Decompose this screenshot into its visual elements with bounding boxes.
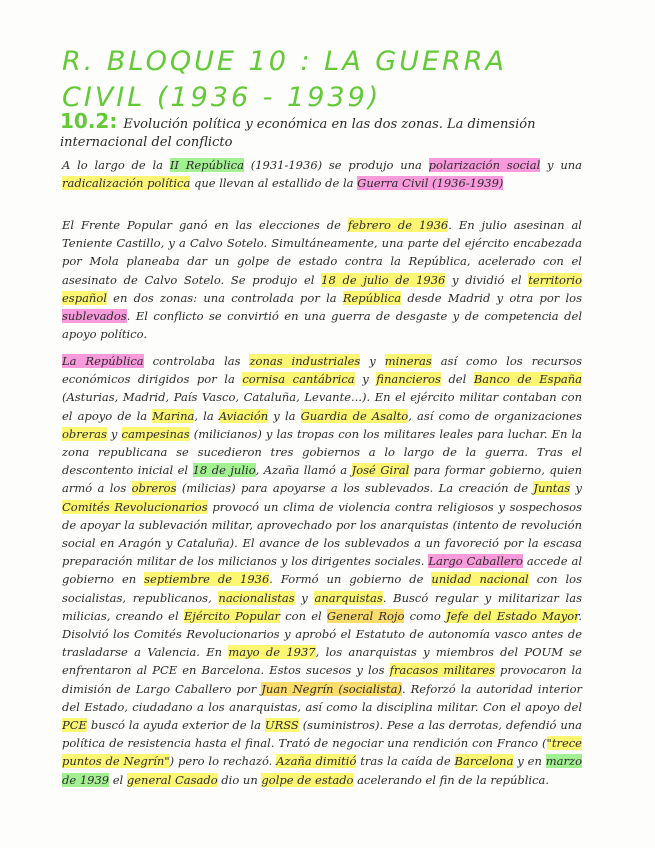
- text-run: y: [106, 426, 122, 441]
- text-run: A lo largo de la: [62, 158, 170, 172]
- text-run: desde Madrid y otra por los: [401, 290, 582, 305]
- text-run: , los anarquistas y miembros del POUM se enfrentaron al PCE en Barcelona. Estos sucesos y los: [62, 645, 582, 678]
- text-run: accede al gobierno en: [62, 554, 583, 587]
- highlighted-text: radicalización política: [62, 176, 191, 191]
- highlighted-text: anarquistas: [314, 590, 383, 605]
- text-run: con los socialistas, republicanos,: [62, 572, 582, 605]
- paragraph-republic-zone: [62, 352, 582, 789]
- text-run: . El conflicto se convirtió en una guerra de desgaste y de competencia del apoyo político.: [62, 309, 582, 342]
- text-run: (milicias) para apoyarse a los sublevados. La creación de: [176, 481, 534, 496]
- text-run: . Formó un gobierno de: [269, 572, 432, 587]
- text-run: . Disolvió los Comités Revolucionarios y aprobó el Estatuto de autonomía vasco antes de trasladarse a Valencia. En: [62, 608, 583, 660]
- highlighted-text: Juntas: [533, 481, 571, 496]
- highlighted-text: mayo de 1937: [228, 645, 316, 660]
- highlighted-text: general Casado: [126, 772, 218, 787]
- text-run: como: [404, 608, 447, 623]
- section-heading-text: Evolución política y económica en las dos zonas. La dimensión internacional del conflicto: [60, 117, 536, 150]
- text-run: ) pero lo rechazó.: [169, 754, 277, 769]
- highlighted-text: Azaña dimitió: [276, 754, 357, 769]
- highlighted-text: Juan Negrín (socialista): [261, 681, 402, 696]
- highlighted-text: Jefe del Estado Mayor: [446, 608, 579, 623]
- highlighted-text: General Rojo: [326, 608, 405, 623]
- highlighted-text: Barcelona: [454, 754, 514, 769]
- highlighted-text: territorio español: [62, 272, 583, 305]
- text-run: , así como de organizaciones: [408, 408, 582, 423]
- text-run: buscó la ayuda exterior de la: [86, 718, 265, 733]
- text-run: el: [109, 772, 127, 787]
- highlighted-text: nacionalistas: [218, 590, 295, 605]
- text-run: que llevan al estallido de la: [190, 176, 358, 191]
- text-run: y: [294, 590, 315, 605]
- text-run: y una: [540, 158, 583, 172]
- highlighted-text: fracasos militares: [389, 663, 495, 678]
- highlighted-text: 18 de julio: [192, 463, 256, 478]
- highlighted-text: La República: [62, 354, 144, 368]
- text-run: del: [440, 372, 474, 387]
- text-run: (Asturias, Madrid, País Vasco, Cataluña, Levante...). En el ejército militar contaban con el apoyo de la: [62, 390, 582, 423]
- highlighted-text: marzo de 1939: [62, 754, 582, 787]
- text-run: tras la caída de: [356, 754, 455, 769]
- text-run: y en: [513, 754, 546, 769]
- text-run: y: [360, 354, 385, 368]
- text-run: con el: [280, 608, 327, 623]
- highlighted-text: polarización social: [428, 158, 541, 172]
- highlighted-text: URSS: [264, 718, 299, 733]
- highlighted-text: José Giral: [351, 463, 410, 478]
- highlighted-text: zonas industriales: [249, 354, 361, 368]
- page-title: R. BLOQUE 10 : LA GUERRA CIVIL (1936 - 1939): [62, 46, 508, 113]
- text-run: (1931-1936) se produjo una: [243, 158, 429, 172]
- text-run: en dos zonas: una controlada por la: [106, 290, 343, 305]
- text-run: y: [570, 481, 583, 496]
- text-run: y la: [268, 408, 301, 423]
- highlighted-text: unidad nacional: [431, 572, 529, 587]
- text-run: . Reforzó la autoridad interior del Estado, ciudadano a los anarquistas, así como la disciplina militar. Con el apoyo del: [62, 681, 582, 714]
- text-run: para formar gobierno, quien armó a los: [62, 463, 582, 496]
- highlighted-text: febrero de 1936: [347, 218, 449, 232]
- section-heading: [60, 109, 590, 152]
- highlighted-text: financieros: [376, 372, 441, 387]
- text-run: dio un: [217, 772, 262, 787]
- highlighted-text: Largo Caballero: [428, 554, 523, 569]
- highlighted-text: Guerra Civil (1936-1939): [357, 176, 504, 191]
- text-run: El Frente Popular ganó en las elecciones de: [62, 218, 348, 232]
- section-number: 10.2:: [60, 109, 118, 133]
- highlighted-text: septiembre de 1936: [144, 572, 270, 587]
- paragraph-outbreak: [62, 216, 582, 343]
- highlighted-text: "trece puntos de Negrín": [62, 736, 582, 769]
- highlighted-text: Aviación: [218, 408, 269, 423]
- text-run: , Azaña llamó a: [255, 463, 352, 478]
- text-run: . En julio asesinan al Teniente Castillo, y a Calvo Sotelo. Simultáneamente, una parte del ejército encabezada por Mola planeaba dar un golpe de estado contra la República, acelerado con el asesinato de Calvo Sotelo. Se produjo el: [62, 218, 582, 287]
- highlighted-text: obreras: [62, 426, 107, 441]
- highlighted-text: Comités Revolucionarios: [62, 499, 208, 514]
- highlighted-text: golpe de estado: [261, 772, 354, 787]
- text-run: provocó un clima de violencia contra religiosos y sospechosos de apoyar la sublevación militar, aprovechado por los anarquistas (intento de revolución social en Aragón y Cataluña). El avance de los sublevados a un favoreció por la escasa preparación militar de los milicianos y los dirigentes sociales.: [62, 499, 582, 569]
- text-run: y dividió el: [445, 272, 529, 287]
- highlighted-text: 18 de julio de 1936: [321, 272, 446, 287]
- text-run: controlaba las: [143, 354, 250, 368]
- highlighted-text: obreros: [131, 481, 177, 496]
- text-run: (milicianos) y las tropas con los militares leales para luchar. En la zona republicana se sucedieron tres gobiernos a lo largo de la guerra. Tras el descontento inicial el: [62, 426, 582, 478]
- highlighted-text: Banco de España: [473, 372, 583, 387]
- highlighted-text: Marina: [152, 408, 195, 423]
- text-run: así como los recursos económicos dirigidos por la: [62, 354, 582, 387]
- text-run: , la: [194, 408, 219, 423]
- highlighted-text: Guardia de Asalto: [300, 408, 409, 423]
- highlighted-text: II República: [169, 158, 244, 172]
- highlighted-text: cornisa cantábrica: [242, 372, 355, 387]
- text-run: (suministros). Pese a las derrotas, defendió una política de resistencia hasta el final. Trató de negociar una rendición con Franco (: [62, 718, 583, 751]
- paragraph-intro: [62, 156, 582, 192]
- highlighted-text: Ejército Popular: [183, 608, 281, 623]
- text-run: . Buscó regular y militarizar las milicias, creando el: [62, 590, 582, 623]
- highlighted-text: campesinas: [121, 426, 190, 441]
- highlighted-text: PCE: [62, 718, 87, 733]
- highlighted-text: sublevados: [62, 309, 127, 324]
- text-run: provocaron la dimisión de Largo Caballero por: [62, 663, 582, 696]
- text-run: y: [354, 372, 377, 387]
- highlighted-text: mineras: [384, 354, 432, 368]
- text-run: acelerando el fin de la república.: [353, 772, 550, 787]
- highlighted-text: República: [342, 290, 402, 305]
